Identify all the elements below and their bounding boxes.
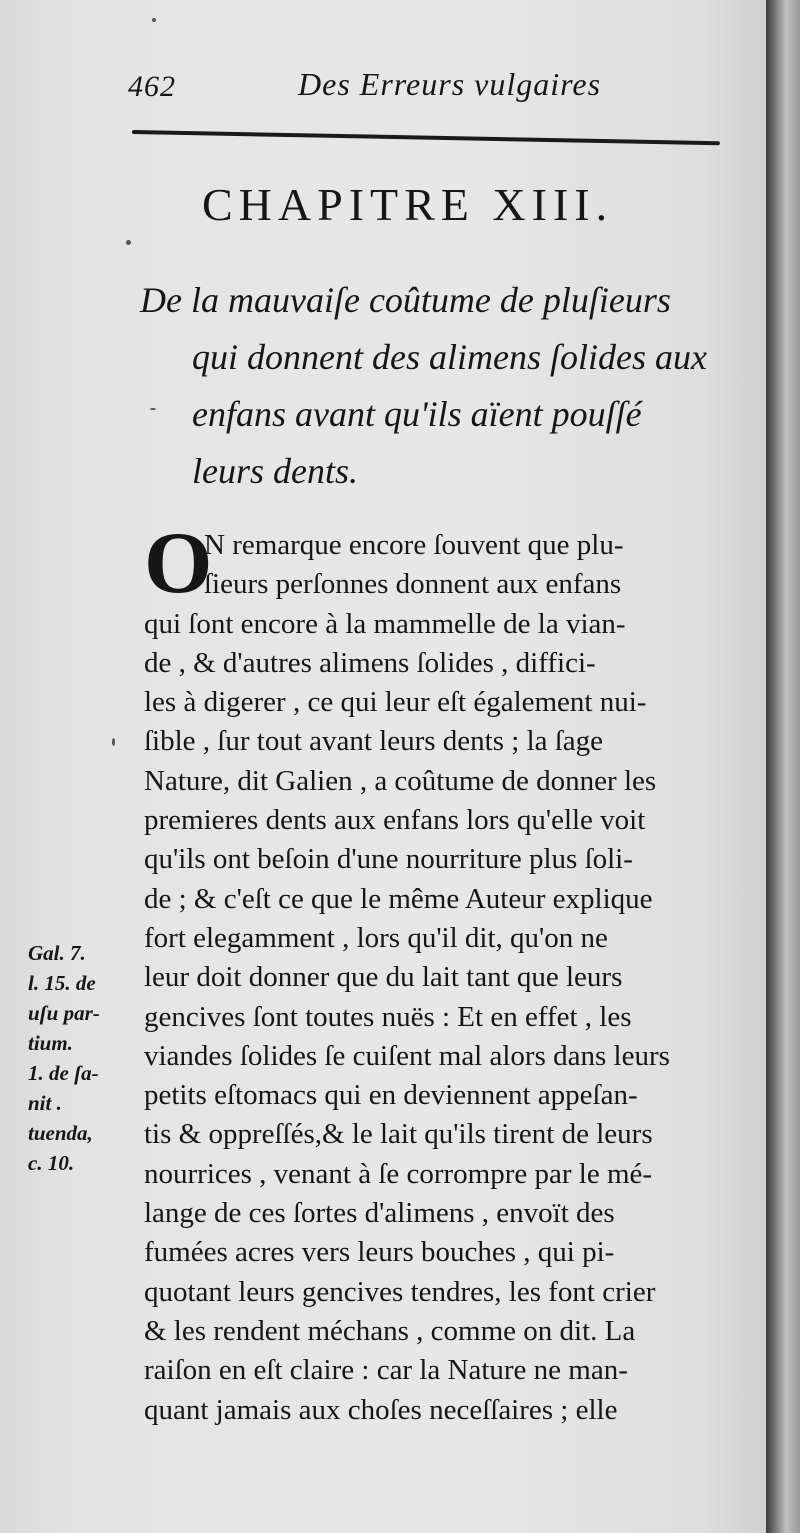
ink-speck: [150, 408, 156, 410]
text-line: Nature, dit Galien , a coûtume de donner les: [144, 764, 657, 797]
subtitle-line: enfans avant qu'ils aïent pouſſé: [192, 394, 642, 434]
text-line: lange de ces ſortes d'alimens , envoït des: [144, 1197, 615, 1230]
text-line: ſieurs perſonnes donnent aux enfans: [204, 568, 622, 601]
text-line: les à digerer , ce qui leur eſt également nui-: [144, 686, 647, 719]
subtitle-line: leurs dents.: [192, 451, 358, 491]
text-line: nourrices , venant à ſe corrompre par le mé-: [144, 1157, 653, 1190]
header-rule: [132, 130, 720, 145]
text-line: ſible , ſur tout avant leurs dents ; la ſage: [144, 725, 604, 758]
margin-line: l. 15. de: [28, 971, 96, 995]
text-line: fumées acres vers leurs bouches , qui pi-: [144, 1236, 615, 1269]
chapter-subtitle: [140, 272, 760, 500]
text-line: de ; & c'eſt ce que le même Auteur explique: [144, 882, 653, 915]
marginal-citation: [28, 938, 138, 1178]
ink-speck: [152, 18, 156, 22]
text-line: tis & oppreſſés,& le lait qu'ils tirent de leurs: [144, 1118, 653, 1151]
ink-speck: [126, 240, 131, 245]
text-line: qu'ils ont beſoin d'une nourriture plus ſoli-: [144, 843, 633, 876]
running-title: Des Erreurs vulgaires: [298, 66, 602, 102]
drop-cap: O: [144, 515, 213, 612]
text-line: & les rendent méchans , comme on dit. La: [144, 1314, 636, 1347]
running-head: [0, 0, 766, 120]
margin-line: 1. de ſa-: [28, 1061, 99, 1085]
text-line: quotant leurs gencives tendres, les font crier: [144, 1275, 656, 1308]
subtitle-line: qui donnent des alimens ſolides aux: [192, 337, 707, 377]
chapter-heading: CHAPITRE XIII.: [202, 179, 614, 230]
margin-line: tium.: [28, 1031, 73, 1055]
text-line: leur doit donner que du lait tant que leurs: [144, 961, 623, 994]
margin-line: uſu par-: [28, 1001, 100, 1025]
text-line: quant jamais aux choſes neceſſaires ; elle: [144, 1393, 618, 1426]
text-line: de , & d'autres alimens ſolides , diffici-: [144, 646, 596, 679]
subtitle-line: De la mauvaiſe coûtume de pluſieurs: [140, 280, 671, 320]
book-gutter: [766, 0, 800, 1533]
text-line: gencives ſont toutes nuës : Et en effet , les: [144, 1000, 632, 1033]
text-line: qui ſont encore à la mammelle de la vian-: [144, 607, 626, 640]
text-line: petits eſtomacs qui en deviennent appeſan-: [144, 1079, 638, 1112]
page-number: 462: [128, 70, 176, 103]
ink-speck: [112, 738, 115, 746]
text-line: premieres dents aux enfans lors qu'elle voit: [144, 804, 646, 837]
margin-line: Gal. 7.: [28, 941, 86, 965]
text-line: fort elegamment , lors qu'il dit, qu'on ne: [144, 921, 608, 954]
text-line: raiſon en eſt claire : car la Nature ne man-: [144, 1354, 628, 1387]
text-line: viandes ſolides ſe cuiſent mal alors dans leurs: [144, 1039, 670, 1072]
margin-line: tuenda,: [28, 1121, 93, 1145]
margin-line: nit .: [28, 1091, 62, 1115]
margin-line: c. 10.: [28, 1151, 75, 1175]
text-line: N remarque encore ſouvent que plu-: [204, 529, 624, 561]
body-text: [144, 515, 756, 1430]
